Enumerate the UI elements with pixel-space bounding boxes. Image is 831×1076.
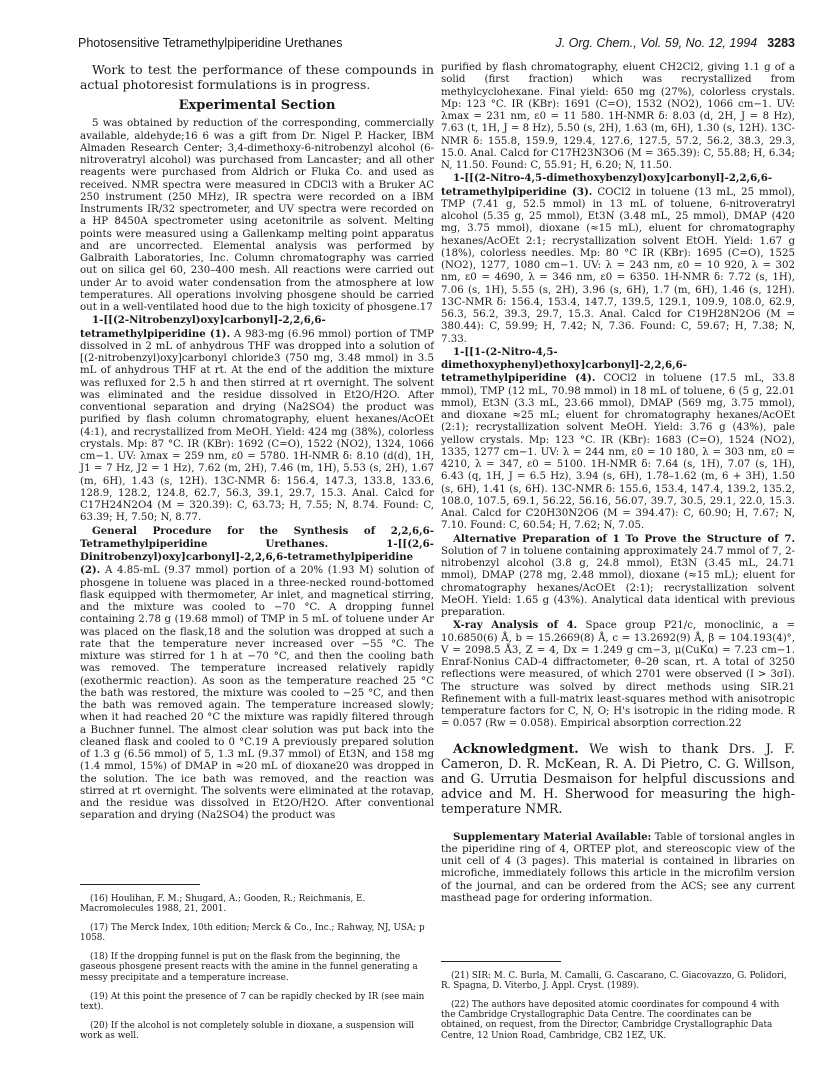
supplementary-title: Supplementary Material Available: (453, 830, 652, 843)
compound-1-title: 1-[[(2-Nitrobenzyl)oxy]carbonyl]-2,2,6,6-tetramethylpiperidine (1). (80, 314, 326, 340)
footnote-17: (17) The Merck Index, 10th edition; Merck & Co., Inc.; Rahway, NJ, USA; p 1058. (80, 923, 425, 944)
running-title: Photosensitive Tetramethylpiperidine Urethanes (78, 36, 343, 50)
left-column (80, 62, 434, 823)
left-footnotes (80, 878, 434, 1050)
acknowledgment-text: We wish to thank Drs. J. F. Cameron, D. R. McKean, R. A. Di Pietro, C. G. Willson, and G. Urrutia Desmaison for helpful discussions and advice and M. H. Sherwood for measuring the high-temperature NMR. (441, 740, 795, 817)
section-heading: Experimental Section (178, 98, 336, 113)
footnote-21: (21) SIR: M. C. Burla, M. Camalli, G. Cascarano, C. Giacovazzo, G. Polidori, R. Spagna, D. Viterbo, J. Appl. Cryst. (1989). (441, 970, 787, 991)
xray-title: X-ray Analysis of 4. (453, 619, 578, 632)
compound-1-paragraph (80, 314, 434, 524)
journal-citation (555, 36, 795, 50)
supplementary-paragraph (441, 831, 795, 906)
footnote-19: (19) At this point the presence of 7 can be rapidly checked by IR (see main text). (80, 991, 425, 1012)
footnote-22: (22) The authors have deposited atomic coordinates for compound 4 with the Cambridge Crystallographic Data Centre. The coordinates can be obtained, on request, from the Director, Cambridge Crystallographic Data Centre, 12 Union Road, Cambridge, CB2 1EZ, UK. (441, 1000, 780, 1041)
general-procedure-title: General Procedure for the Synthesis of 2,2,6,6-Tetramethylpiperidine Urethanes. 1-[[(2,6-Dinitrobenzyl)oxy]carbonyl]-2,2,6,6-tetramethylpiperidine (2). (80, 524, 434, 577)
intro-paragraph: Work to test the performance of these compounds in actual photoresist formulations is in progress. (80, 62, 434, 92)
general-procedure-text: A 4.85-mL (9.37 mmol) portion of a 20% (1.93 M) solution of phosgene in toluene was placed in a three-necked round-bottomed flask equipped with thermometer, Ar inlet, and magnetical stirring, and the mixture was cooled to −70 °C. A dropping funnel containing 2.78 g (19.68 mmol) of TMP in 5 mL of toluene under Ar was placed on the flask,18 and the solution was dropped at such a rate that the temperature never increased over −55 °C. The mixture was stirred for 1 h at −70 °C, and then the cooling bath was removed. The temperature increased relatively rapidly (exothermic reaction). As soon as the temperature reached 25 °C the bath was restored, the mixture was cooled to −25 °C, and then the bath was removed again. The temperature increased slowly; when it had reached 20 °C the mixture was rapidly filtered through a Buchner funnel. The almost clear solution was put back into the cleaned flask and cooled to 0 °C.19 A previously prepared solution of 1.3 g (6.56 mmol) of 5, 1.3 mL (9.37 mmol) of Et3N, and 158 mg (1.4 mmol, 15%) of DMAP in ≈20 mL of dioxane20 was dropped in the solution. The ice bath was removed, and the reaction was stirred at rt overnight. The solvents were eliminated at the rotavap, and the residue was dissolved in Et2O/H2O. After conventional separation and drying (Na2SO4) the product was (80, 565, 434, 822)
supplementary-text: Table of torsional angles in the piperidine ring of 4, ORTEP plot, and stereoscopic view of the unit cell of 4 (3 pages). This material is contained in libraries on microfiche, immediately follows this article in the microfilm version of the journal, and can be ordered from the ACS; see any current masthead page for ordering information. (441, 831, 795, 904)
alternative-preparation-title: Alternative Preparation of 1 To Prove the Structure of 7. (453, 532, 795, 545)
compound-3-paragraph (441, 172, 795, 346)
footnote-18: (18) If the dropping funnel is put on the flask from the beginning, the gaseous phosgene present reacts with the amine in the funnel generating a messy precipitate and a temperature increase. (80, 952, 418, 983)
footnote-20: (20) If the alcohol is not completely soluble in dioxane, a suspension will work as well. (80, 1020, 415, 1042)
page-number: 3283 (767, 36, 795, 50)
right-column (441, 62, 795, 905)
compound-4-paragraph (441, 346, 795, 533)
compound-2-continuation: purified by flash chromatography, eluent CH2Cl2, giving 1.1 g of a solid (first fraction) which was recrystallized from methylcyclohexane. Final yield: 650 mg (27%), colorless crystals. Mp: 123 °C. IR (KBr): 1691 (C=O), 1532 (NO2), 1066 cm−1. UV: λmax = 231 nm, ε0 = 11 580. 1H-NMR δ: 8.03 (d, 2H, J = 8 Hz), 7.63 (t, 1H, J = 8 Hz), 5.50 (s, 2H), 1.63 (m, 6H), 1.30 (s, 12H). 13C-NMR δ: 155.8, 159.9, 129.4, 127.6, 127.5, 57.2, 56.2, 38.3, 29.3, 15.0. Anal. Calcd for C17H23N3O6 (M = 365.39): C, 55.88; H, 6.34; N, 11.50. Found: C, 55.91; H, 6.20; N, 11.50. (441, 62, 795, 171)
journal-name: J. Org. Chem., Vol. 59, No. 12, 1994 (555, 36, 758, 50)
page-header (78, 36, 795, 52)
footnote-rule (80, 884, 200, 885)
acknowledgment-title: Acknowledgment. (453, 740, 579, 756)
experimental-paragraph: 5 was obtained by reduction of the corresponding, commercially available, aldehyde;16 6 was a gift from Dr. Nigel P. Hacker, IBM Almaden Research Center; 3,4-dimethoxy-6-nitrobenzyl alcohol (6-nitroveratryl alcohol) was purchased from Lancaster; and all other reagents were purchased from Aldrich or Fluka Co. and used as received. NMR spectra were measured in CDCl3 with a Bruker AC 250 instrument (250 MHz), IR spectra were recorded on a IBM Instruments IR/32 spectrometer, and UV spectra were recorded on a HP 8450A spectrometer using acetonitrile as solvent. Melting points were measured using a Gallenkamp melting point apparatus and are uncorrected. Elemental analysis was performed by Galbraith Laboratories, Inc. Column chromatography was carried out on silica gel 60, 230–400 mesh. All reactions were carried out under Ar to avoid water condensation from the atmosphere at low temperatures. All operations involving phosgene should be carried out in a well-ventilated hood due to the high toxicity of phosgene.17 (80, 118, 434, 313)
xray-text: Space group P21/c, monoclinic, a = 10.6850(6) Å, b = 15.2669(8) Å, c = 13.2692(9) Å, β = 104.193(4)°, V = 2098.5 Å3, Z = 4, Dx = 1.249 g cm−3, μ(CuKα) = 7.23 cm−1. Enraf-Nonius CAD-4 diffractometer, θ–2θ scan, rt. A total of 3250 reflections were measured, of which 2701 were observed (I > 3σI). The structure was solved by direct methods using SIR.21 Refinement with a full-matrix least-squares method with anisotropic temperature factors for C, N, O; H's isotropic in the riding mode. R = 0.057 (Rw = 0.058). Empirical absorption correction.22 (441, 620, 795, 730)
compound-4-title: 1-[[1-(2-Nitro-4,5-dimethoxyphenyl)ethoxy]carbonyl]-2,2,6,6-tetramethylpiperidine (4). (441, 345, 687, 385)
compound-3-text: COCl2 in toluene (13 mL, 25 mmol), TMP (7.41 g, 52.5 mmol) in 13 mL of toluene, 6-nitroveratryl alcohol (5.35 g, 25 mmol), Et3N (3.48 mL, 25 mmol), DMAP (420 mg, 3.75 mmol), dioxane (≈15 mL), eluent for chromatography hexanes/AcOEt 2:1; recrystallization solvent EtOH. Yield: 1.67 g (18%), colorless needles. Mp: 80 °C IR (KBr): 1695 (C=O), 1525 (NO2), 1277, 1080 cm−1. UV: λ = 243 nm, ε0 = 10 920, λ = 302 nm, ε0 = 4690, λ = 346 nm, ε0 = 6350. 1H-NMR δ: 7.72 (s, 1H), 7.06 (s, 1H), 5.55 (s, 2H), 3.96 (s, 6H), 1.7 (m, 6H), 1.46 (s, 12H). 13C-NMR δ: 156.4, 153.4, 147.7, 139.5, 129.1, 109.9, 108.0, 62.9, 56.3, 56.2, 39.3, 29.7, 15.3. Anal. Calcd for C19H28N2O6 (M = 380.44): C, 59.99; H, 7.42; N, 7.36. Found: C, 59.67; H, 7.38; N, 7.33. (441, 186, 795, 345)
footnote-rule (441, 961, 561, 962)
alternative-preparation-text: Solution of 7 in toluene containing approximately 24.7 mmol of 7, 2-nitrobenzyl alcohol (3.8 g, 24.8 mmol), Et3N (3.45 mL, 24.71 mmol), DMAP (278 mg, 2.48 mmol), dioxane (≈15 mL); eluent for chromatography hexanes/AcOEt (2:1); recrystallization solvent MeOH. Yield: 1.65 g (43%). Analytical data identical with previous preparation. (441, 545, 795, 618)
compound-3-title: 1-[[(2-Nitro-4,5-dimethoxybenzyl)oxy]carbonyl]-2,2,6,6-tetramethylpiperidine (3). (441, 172, 773, 198)
acknowledgment-paragraph (441, 741, 795, 817)
compound-4-text: COCl2 in toluene (17.5 mL, 33.8 mmol), TMP (12 mL, 70.98 mmol) in 18 mL of toluene, 6 (5 g, 22.01 mmol), Et3N (3.3 mL, 23.66 mmol), DMAP (569 mg, 3.75 mmol), and dioxane ≈25 mL; eluent for chromatography hexanes/AcOEt (2:1); recrystallization solvent MeOH. Yield: 3.76 g (43%), pale yellow crystals. Mp: 123 °C. IR (KBr): 1683 (C=O), 1524 (NO2), 1335, 1277 cm−1. UV: λ = 244 nm, ε0 = 10 180, λ = 303 nm, ε0 = 4210, λ = 347, ε0 = 5100. 1H-NMR δ: 7.64 (s, 1H), 7.07 (s, 1H), 6.43 (q, 1H, J = 6.5 Hz), 3.94 (s, 6H), 1.78–1.62 (m, 6 + 3H), 1.50 (s, 6H), 1.41 (s, 6H). 13C-NMR δ: 155.6, 153.4, 147.4, 139.2, 135.2, 108.0, 107.5, 69.1, 56.22, 56.16, 56.07, 39.7, 30.5, 29.1, 22.0, 15.3. Anal. Calcd for C20H30N2O6 (M = 394.47): C, 60.90; H, 7.67; N, 7.10. Found: C, 60.54; H, 7.62; N, 7.05. (441, 373, 795, 532)
general-procedure-paragraph (80, 525, 434, 823)
alternative-preparation-paragraph (441, 533, 795, 620)
compound-1-text: A 983-mg (6.96 mmol) portion of TMP dissolved in 2 mL of anhydrous THF was dropped into a solution of [(2-nitrobenzyl)oxy]carbonyl chloride3 (750 mg, 3.48 mmol) in 3.5 mL of anhydrous THF at rt. At the end of the addition the mixture was refluxed for 2.5 h and then stirred at rt overnight. The solvent was eliminated and the residue dissolved in Et2O/H2O. After conventional separation and drying (Na2SO4) the product was purified by flash column chromatography, eluent hexanes/AcOEt (4:1), and recrystallized from MeOH. Yield: 424 mg (38%), colorless crystals. Mp: 87 °C. IR (KBr): 1692 (C=O), 1522 (NO2), 1324, 1066 cm−1. UV: λmax = 259 nm, ε0 = 5780. 1H-NMR δ: 8.10 (d(d), 1H, J1 = 7 Hz, J2 = 1 Hz), 7.62 (m, 2H), 7.46 (m, 1H), 5.53 (s, 2H), 1.67 (m, 6H), 1.43 (s, 12H). 13C-NMR δ: 156.4, 147.3, 133.8, 133.6, 128.9, 128.2, 124.8, 62.7, 56.3, 39.1, 29.7, 15.3. Anal. Calcd for C17H24N2O4 (M = 320.39): C, 63.73; H, 7.55; N, 8.74. Found: C, 63.39; H, 7.50; N, 8.77. (80, 328, 434, 524)
xray-paragraph (441, 619, 795, 730)
right-footnotes (441, 955, 795, 1050)
footnote-16: (16) Houlihan, F. M.; Shugard, A.; Gooden, R.; Reichmanis, E. Macromolecules 1988, 21, 2001. (80, 893, 366, 914)
